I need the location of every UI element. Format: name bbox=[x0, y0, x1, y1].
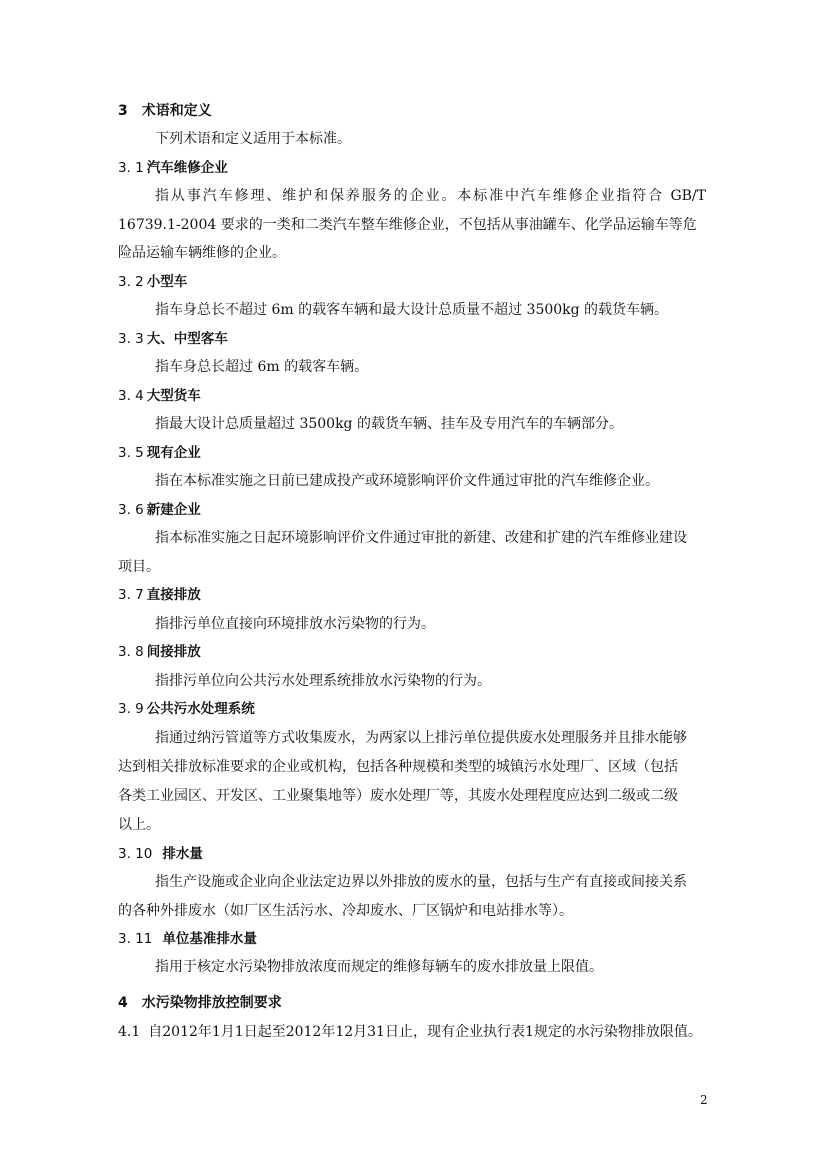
term-number: 3. 1 bbox=[118, 160, 144, 176]
term-text: 指生产设施或企业向企业法定边界以外排放的废水的量，包括与生产有直接或间接关系 bbox=[155, 874, 687, 890]
term-heading bbox=[118, 585, 201, 605]
term-text: 指车身总长超过 6m 的载客车辆。 bbox=[155, 359, 369, 375]
term-number: 3. 3 bbox=[118, 331, 144, 347]
term-text: 指车身总长不超过 6m 的载客车辆和最大设计总质量不超过 3500kg 的载货车辆。 bbox=[155, 302, 669, 318]
term-text: 指在本标准实施之日前已建成投产或环境影响评价文件通过审批的汽车维修企业。 bbox=[155, 473, 659, 489]
section-3-heading bbox=[118, 101, 212, 121]
term-heading bbox=[118, 272, 187, 292]
term-text: 指通过纳污管道等方式收集废水，为两家以上排污单位提供废水处理服务并且排水能够 bbox=[155, 730, 687, 746]
term-heading bbox=[118, 500, 201, 520]
section-3-intro: 下列术语和定义适用于本标准。 bbox=[155, 131, 351, 147]
term-number: 3. 9 bbox=[118, 701, 144, 717]
section-4-heading bbox=[118, 993, 282, 1013]
term-number: 3. 11 bbox=[118, 931, 153, 947]
term-heading bbox=[118, 158, 228, 178]
term-heading bbox=[118, 386, 201, 406]
term-text: 险品运输车辆维修的企业。 bbox=[118, 245, 286, 261]
term-text: 16739.1-2004 要求的一类和二类汽车整车维修企业，不包括从事油罐车、化学品运输车等危 bbox=[118, 217, 697, 233]
term-text: 指排污单位直接向环境排放水污染物的行为。 bbox=[155, 616, 435, 632]
term-heading bbox=[118, 699, 255, 719]
term-text: 指最大设计总质量超过 3500kg 的载货车辆、挂车及专用汽车的车辆部分。 bbox=[155, 416, 623, 432]
clause-4-1 bbox=[118, 1022, 702, 1042]
term-heading bbox=[118, 642, 201, 662]
section-number: 4 bbox=[118, 995, 128, 1011]
term-text: 项目。 bbox=[118, 559, 160, 575]
term-text: 指用于核定水污染物排放浓度而规定的维修每辆车的废水排放量上限值。 bbox=[155, 959, 603, 975]
term-title: 现有企业 bbox=[146, 445, 201, 461]
term-text: 达到相关排放标准要求的企业或机构，包括各种规模和类型的城镇污水处理厂、区域（包括 bbox=[118, 759, 678, 775]
page-number: 2 bbox=[700, 1093, 708, 1107]
term-number: 3. 2 bbox=[118, 274, 144, 290]
term-title: 大、中型客车 bbox=[146, 331, 228, 347]
term-text: 指排污单位向公共污水处理系统排放水污染物的行为。 bbox=[155, 673, 491, 689]
term-title: 排水量 bbox=[162, 846, 203, 862]
term-number: 3. 4 bbox=[118, 388, 144, 404]
term-number: 3. 5 bbox=[118, 445, 144, 461]
term-text: 以上。 bbox=[118, 817, 160, 833]
term-number: 3. 7 bbox=[118, 587, 144, 603]
term-heading bbox=[118, 844, 203, 864]
term-heading bbox=[118, 443, 201, 463]
term-title: 单位基准排水量 bbox=[162, 931, 257, 947]
term-number: 3. 6 bbox=[118, 502, 144, 518]
term-heading bbox=[118, 329, 228, 349]
term-text: 指本标准实施之日起环境影响评价文件通过审批的新建、改建和扩建的汽车维修业建设 bbox=[155, 530, 687, 546]
term-text: 各类工业园区、开发区、工业聚集地等）废水处理厂等，其废水处理程度应达到二级或二级 bbox=[118, 788, 678, 804]
term-title: 大型货车 bbox=[146, 388, 201, 404]
section-number: 3 bbox=[118, 103, 128, 119]
section-title: 术语和定义 bbox=[141, 103, 212, 119]
term-title: 间接排放 bbox=[146, 644, 201, 660]
term-text: 指从事汽车修理、维护和保养服务的企业。本标准中汽车维修企业指符合 GB/T bbox=[155, 188, 706, 204]
term-title: 新建企业 bbox=[146, 502, 201, 518]
term-text: 的各种外排废水（如厂区生活污水、冷却废水、厂区锅炉和电站排水等）。 bbox=[118, 903, 573, 919]
section-title: 水污染物排放控制要求 bbox=[141, 995, 282, 1011]
term-title: 汽车维修企业 bbox=[146, 160, 228, 176]
term-title: 小型车 bbox=[146, 274, 188, 290]
clause-number: 4.1 bbox=[118, 1024, 141, 1040]
term-number: 3. 8 bbox=[118, 644, 144, 660]
term-title: 直接排放 bbox=[146, 587, 201, 603]
term-heading bbox=[118, 929, 257, 949]
term-title: 公共污水处理系统 bbox=[146, 701, 255, 717]
clause-text: 自2012年1月1日起至2012年12月31日止，现有企业执行表1规定的水污染物排放限值。 bbox=[148, 1024, 702, 1040]
term-number: 3. 10 bbox=[118, 846, 153, 862]
